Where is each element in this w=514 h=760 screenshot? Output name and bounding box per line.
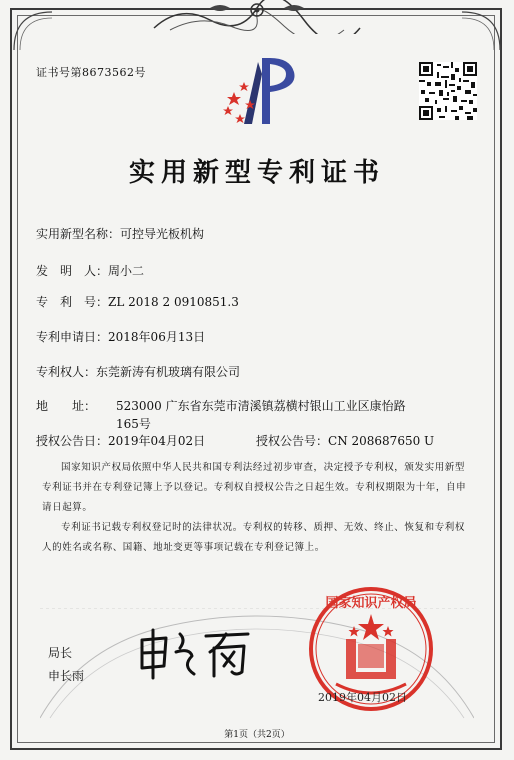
handwritten-signature bbox=[136, 626, 256, 682]
utility-model-name-value: 可控导光板机构 bbox=[120, 227, 205, 241]
inventor-label: 发 明 人： bbox=[36, 264, 109, 278]
address-label: 地 址： bbox=[36, 399, 97, 413]
seal-date: 2019年04月02日 bbox=[318, 691, 407, 704]
inventor-row bbox=[36, 262, 144, 279]
page-title: 实用新型专利证书 bbox=[128, 158, 385, 188]
utility-model-name-label: 实用新型名称： bbox=[36, 227, 121, 241]
filing-date-row bbox=[36, 328, 205, 345]
grant-date-value: 2019年04月02日 bbox=[108, 434, 206, 448]
grant-number-row bbox=[256, 432, 434, 449]
corner-ornament-icon bbox=[442, 10, 502, 70]
patentee-label: 专利权人： bbox=[36, 365, 97, 379]
seal-text: 国家知识产权局 bbox=[325, 596, 417, 611]
grant-date-label: 授权公告日： bbox=[36, 434, 109, 448]
signatory-title: 局长 bbox=[48, 646, 73, 660]
patent-number-value: ZL 2018 2 0910851.3 bbox=[108, 295, 239, 309]
corner-ornament-icon bbox=[12, 10, 72, 70]
patent-number-row bbox=[36, 293, 239, 310]
address-value: 523000 广东省东莞市清溪镇荔横村银山工业区康怡路165号 bbox=[116, 399, 406, 431]
patent-number-label: 专 利 号： bbox=[36, 295, 109, 309]
page-indicator: 第1页（共2页） bbox=[224, 730, 290, 740]
grant-number-value: CN 208687650 U bbox=[328, 434, 435, 448]
filing-date-value: 2018年06月13日 bbox=[108, 330, 206, 344]
signatory-name: 申长雨 bbox=[48, 669, 85, 683]
cnipa-logo-icon bbox=[214, 52, 304, 130]
top-ornament-icon bbox=[150, 0, 364, 34]
legal-status-paragraph: 专利证书记载专利权登记时的法律状况。专利权的转移、质押、无效、终止、恢复和专利权人的姓名或名称、国籍、地址变更等事项记载在专利登记簿上。 bbox=[42, 522, 466, 553]
grant-date-row bbox=[36, 432, 205, 449]
grant-statement-paragraph: 国家知识产权局依照中华人民共和国专利法经过初步审查，决定授予专利权，颁发实用新型专利证书并在专利登记簿上予以登记。专利权自授权公告之日起生效。专利权期限为十年，自申请日起算。 bbox=[42, 462, 467, 513]
filing-date-label: 专利申请日： bbox=[36, 330, 109, 344]
inventor-value: 周小二 bbox=[108, 264, 145, 278]
certificate-number: 证书号第8673562号 bbox=[36, 66, 146, 79]
qr-code-icon bbox=[419, 62, 477, 120]
patentee-row bbox=[36, 363, 240, 380]
grant-number-label: 授权公告号： bbox=[256, 434, 329, 448]
patentee-value: 东莞新涛有机玻璃有限公司 bbox=[96, 365, 241, 379]
utility-model-name-row bbox=[36, 225, 204, 242]
